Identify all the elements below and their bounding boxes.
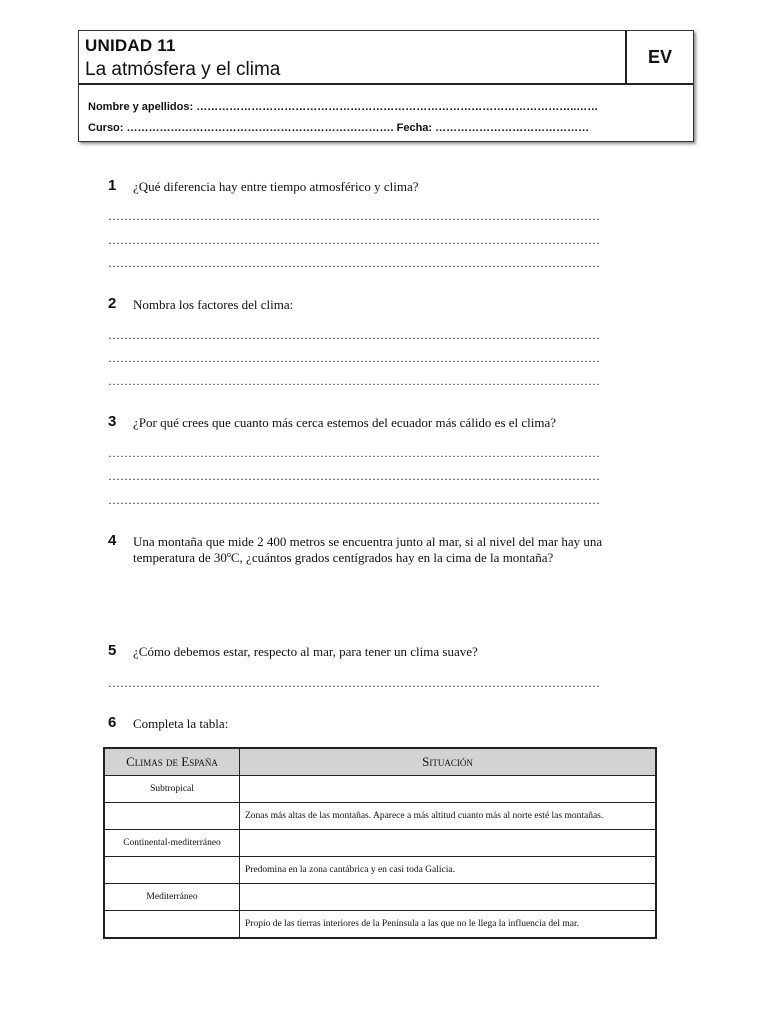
course-date-field: Curso: ………………………………………………………………. Fecha: …………………………………… <box>88 122 590 134</box>
climates-table <box>103 747 657 939</box>
question-text: ¿Qué diferencia hay entre tiempo atmosférico y clima? <box>133 179 419 194</box>
situation-cell: Propio de las tierras interiores de la Península a las que no le llega la influencia del mar. <box>240 911 657 938</box>
name-field: Nombre y apellidos: …………………………………………………………………………………………..…… <box>88 101 599 113</box>
topic-title: La atmósfera y el clima <box>85 59 281 80</box>
question-number: 6 <box>108 714 117 731</box>
table-row <box>104 911 656 938</box>
worksheet-header <box>78 30 694 142</box>
header-situation: Situación <box>240 748 657 776</box>
answer-line: …………………………………………………………………………………………………………… <box>108 676 600 690</box>
climate-cell: Subtropical <box>104 776 240 803</box>
question-number: 2 <box>108 295 117 312</box>
table-row <box>104 857 656 884</box>
climate-cell: Continental-mediterráneo <box>104 830 240 857</box>
situation-cell: Predomina en la zona cantábrica y en casi toda Galicia. <box>240 857 657 884</box>
answer-line: …………………………………………………………………………………………………………… <box>108 209 600 223</box>
answer-line: …………………………………………………………………………………………………………… <box>108 469 600 483</box>
table-row <box>104 884 656 911</box>
question-text: Completa la tabla: <box>133 716 229 731</box>
table-row <box>104 776 656 803</box>
answer-line: …………………………………………………………………………………………………………… <box>108 446 600 460</box>
question-number: 4 <box>108 532 117 549</box>
table-row <box>104 803 656 830</box>
answer-line: …………………………………………………………………………………………………………… <box>108 493 600 507</box>
climate-cell: Mediterráneo <box>104 884 240 911</box>
question-text: ¿Cómo debemos estar, respecto al mar, para tener un clima suave? <box>133 644 478 659</box>
situation-cell[interactable] <box>240 830 657 857</box>
question-number: 1 <box>108 177 117 194</box>
question-text: Una montaña que mide 2 400 metros se encuentra junto al mar, si al nivel del mar hay una temperatura de 30ºC, ¿cuántos grados centígrados hay en la cima de la montaña? <box>133 534 603 565</box>
question-number: 3 <box>108 413 117 430</box>
answer-line: …………………………………………………………………………………………………………… <box>108 328 600 342</box>
situation-cell: Zonas más altas de las montañas. Aparece a más altitud cuanto más al norte esté las montañas. <box>240 803 657 830</box>
question-text: Nombra los factores del clima: <box>133 297 294 312</box>
answer-line: …………………………………………………………………………………………………………… <box>108 374 600 388</box>
answer-line: …………………………………………………………………………………………………………… <box>108 256 600 270</box>
question-text: ¿Por qué crees que cuanto más cerca estemos del ecuador más cálido es el clima? <box>133 415 557 430</box>
answer-line: …………………………………………………………………………………………………………… <box>108 351 600 365</box>
table-row <box>104 830 656 857</box>
situation-cell[interactable] <box>240 776 657 803</box>
climate-cell[interactable] <box>104 857 240 884</box>
title-box <box>79 31 627 85</box>
situation-cell[interactable] <box>240 884 657 911</box>
question-number: 5 <box>108 642 117 659</box>
evaluation-badge: EV <box>627 31 693 85</box>
unit-title: UNIDAD 11 <box>85 36 176 55</box>
climate-cell[interactable] <box>104 803 240 830</box>
header-climates: Climas de España <box>104 748 240 776</box>
climate-cell[interactable] <box>104 911 240 938</box>
answer-line: …………………………………………………………………………………………………………… <box>108 233 600 247</box>
